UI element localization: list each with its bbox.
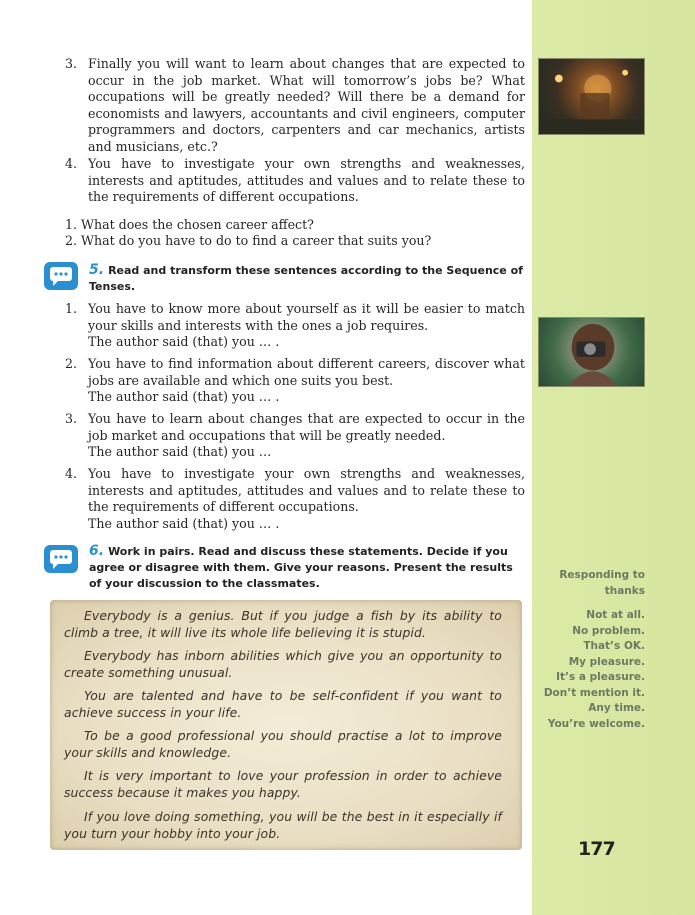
list-item — [65, 56, 525, 156]
list-item: Not at all. — [586, 609, 645, 621]
item-number: 2. — [65, 356, 78, 371]
item-number: 3. — [65, 56, 78, 71]
photographer-photo — [538, 317, 645, 387]
workshop-photo — [538, 58, 645, 135]
list-item: Any time. — [588, 702, 645, 714]
statement: It is very important to love your profession in order to achieve success because it makes you happy. — [64, 768, 502, 800]
statement: To be a good professional you should practise a lot to improve your skills and knowledge. — [64, 728, 502, 760]
list-item: That’s OK. — [583, 640, 645, 652]
item-text: You have to find information about different careers, discover what jobs are available and which one suits you best. — [88, 356, 525, 388]
task-instruction — [89, 543, 525, 592]
task-number: 6. — [89, 543, 105, 559]
item-prompt: The author said (that) you … . — [88, 515, 280, 531]
item-text: You have to investigate your own strengths and weaknesses, interests and aptitudes, attitudes and values and to relate these to the requirements of different occupations. — [88, 156, 525, 205]
task-text: Read and transform these sentences according to the Sequence of Tenses. — [89, 264, 523, 293]
task-instruction — [89, 262, 525, 295]
item-number: 4. — [65, 156, 78, 171]
task-number: 5. — [89, 262, 105, 278]
list-item: You’re welcome. — [547, 717, 645, 730]
speech-bubble-icon — [44, 545, 78, 573]
item-prompt: The author said (that) you … . — [88, 389, 280, 405]
item-number: 1. — [65, 301, 78, 316]
list-item — [65, 356, 525, 406]
statement: You are talented and have to be self-confident if you want to achieve success in your life. — [64, 688, 502, 720]
speech-bubble-icon — [44, 262, 78, 290]
item-number: 3. — [65, 411, 78, 426]
item-prompt: The author said (that) you … — [88, 444, 272, 460]
page-number: 177 — [578, 838, 615, 860]
question: 2. What do you have to do to find a career that suits you? — [65, 233, 432, 248]
phrase-list — [540, 608, 645, 732]
list-item — [65, 156, 525, 206]
list-item — [65, 301, 525, 351]
sidebar-panel — [532, 0, 695, 915]
list-item — [65, 411, 525, 461]
workshop-photo-illustration — [539, 59, 644, 134]
sidebar-title: Responding to thanks — [559, 569, 645, 597]
task-text: Work in pairs. Read and discuss these statements. Decide if you agree or disagree with them. Give your reasons. Present the results of your discussion to the classmates. — [89, 545, 513, 590]
item-text: You have to investigate your own strengths and weaknesses, interests and aptitudes, attitudes and values and to relate these to the requirements of different occupations. — [88, 466, 525, 515]
list-item: It’s a pleasure. — [556, 671, 645, 683]
item-text: You have to know more about yourself as it will be easier to match your skills and interests with the ones a job requires. — [88, 301, 525, 333]
item-text: Finally you will want to learn about changes that are expected to occur in the job market. What will tomorrow’s jobs be? What occupations will be greatly needed? Will there be a demand for economists and lawyers, accountants and civil engineers, computer programmers and doctors, carpenters and car mechanics, artists and musicians, etc.? — [88, 56, 525, 154]
item-text: You have to learn about changes that are expected to occur in the job market and occupations that will be greatly needed. — [88, 411, 525, 443]
question: 1. What does the chosen career affect? — [65, 217, 314, 232]
item-number: 4. — [65, 466, 78, 481]
statement: Everybody has inborn abilities which give you an opportunity to create something unusual. — [64, 648, 502, 680]
statement: If you love doing something, you will be the best in it especially if you turn your hobby into your job. — [64, 809, 502, 841]
list-item: My pleasure. — [568, 655, 645, 668]
item-prompt: The author said (that) you … . — [88, 334, 280, 350]
list-item: No problem. — [572, 624, 645, 637]
photographer-photo-illustration — [539, 318, 644, 386]
statement: Everybody is a genius. But if you judge a fish by its ability to climb a tree, it will live its whole life believing it is stupid. — [64, 608, 502, 640]
list-item: Don’t mention it. — [543, 686, 645, 699]
list-item — [65, 466, 525, 532]
